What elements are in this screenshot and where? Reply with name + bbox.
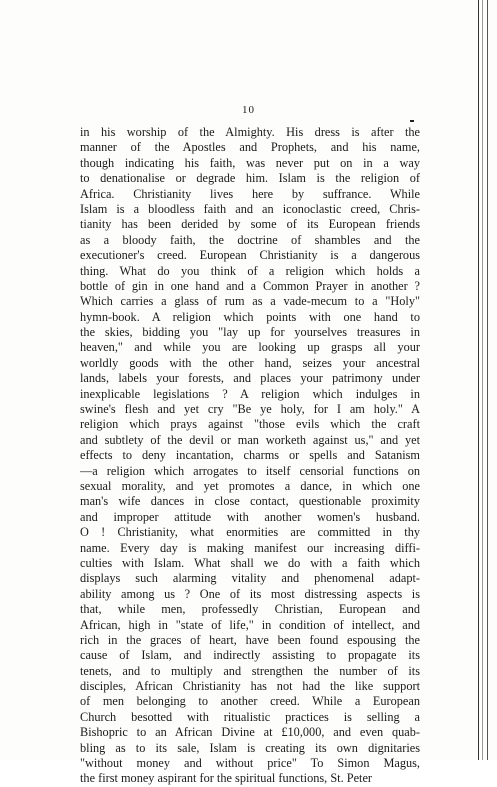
text-line: executioner's creed. European Christianity is a dangerous	[80, 248, 420, 263]
text-line: lands, labels your forests, and places your patrimony under	[80, 371, 420, 386]
text-line: and improper attitude with another women's husband.	[80, 509, 420, 524]
text-line: African, high in "state of life," in condition of intellect, and	[80, 617, 420, 632]
text-line: and subtlety of the devil or man worketh against us," and yet	[80, 432, 420, 447]
text-line: Bishopric to an African Divine at £10,000, and even quab-	[80, 725, 420, 740]
text-line: the skies, bidding you "lay up for yourselves treasures in	[80, 325, 420, 340]
text-line: displays such alarming vitality and phenomenal adapt-	[80, 571, 420, 586]
text-line: bottle of gin in one hand and a Common Prayer in another ?	[80, 278, 420, 293]
text-line: Which carries a glass of rum as a vade-mecum to a "Holy"	[80, 294, 420, 309]
text-line: rich in the graces of heart, have been found espousing the	[80, 632, 420, 647]
text-line: hymn-book. A religion which points with one hand to	[80, 309, 420, 324]
text-line: O ! Christianity, what enormities are committed in thy	[80, 525, 420, 540]
text-line: cause of Islam, and indirectly assisting to propagate its	[80, 648, 420, 663]
text-line: Africa. Christianity lives here by suffrance. While	[80, 186, 420, 201]
text-line: man's wife dances in close contact, questionable proximity	[80, 494, 420, 509]
text-line: of men belonging to another creed. While a European	[80, 694, 420, 709]
text-line: ability among us ? One of its most distressing aspects is	[80, 586, 420, 601]
text-line: that, while men, professedly Christian, European and	[80, 602, 420, 617]
text-line: —a religion which arrogates to itself censorial functions on	[80, 463, 420, 478]
text-line: to denationalise or degrade him. Islam is the religion of	[80, 171, 420, 186]
text-line: religion which prays against "those evils which the craft	[80, 417, 420, 432]
print-mark	[410, 120, 414, 122]
text-line: as a bloody faith, the doctrine of shambles and the	[80, 232, 420, 247]
text-line: bling as to its sale, Islam is creating its own dignitaries	[80, 740, 420, 755]
page-number: 10	[242, 104, 255, 116]
text-line: though indicating his faith, was never put on in a way	[80, 155, 420, 170]
text-line: tenets, and to multiply and strengthen the number of its	[80, 663, 420, 678]
text-line: swine's flesh and yet cry "Be ye holy, for I am holy." A	[80, 402, 420, 417]
text-line: manner of the Apostles and Prophets, and his name,	[80, 140, 420, 155]
text-line: name. Every day is making manifest our increasing diffi-	[80, 540, 420, 555]
text-line: heaven," and while you are looking up grasps all your	[80, 340, 420, 355]
text-line: Islam is a bloodless faith and an iconoclastic creed, Chris-	[80, 201, 420, 216]
text-line: in his worship of the Almighty. His dress is after the	[80, 125, 420, 139]
text-line: worldly goods with the other hand, seizes your ancestral	[80, 355, 420, 370]
text-line: sexual morality, and yet promotes a dance, in which one	[80, 478, 420, 493]
text-line: disciples, African Christianity has not had the like support	[80, 679, 420, 694]
text-line: effects to deny incantation, charms or spells and Satanism	[80, 448, 420, 463]
text-line: Church besotted with ritualistic practices is selling a	[80, 709, 420, 724]
body-text	[80, 125, 420, 787]
text-line: tianity has been derided by some of its European friends	[80, 217, 420, 232]
text-line: inexplicable legislations ? A religion which indulges in	[80, 386, 420, 401]
text-line: the first money aspirant for the spiritual functions, St. Peter	[80, 771, 372, 786]
text-line: "without money and without price" To Simon Magus,	[80, 756, 420, 771]
text-line: culties with Islam. What shall we do with a faith which	[80, 555, 420, 570]
text-line: thing. What do you think of a religion which holds a	[80, 263, 420, 278]
